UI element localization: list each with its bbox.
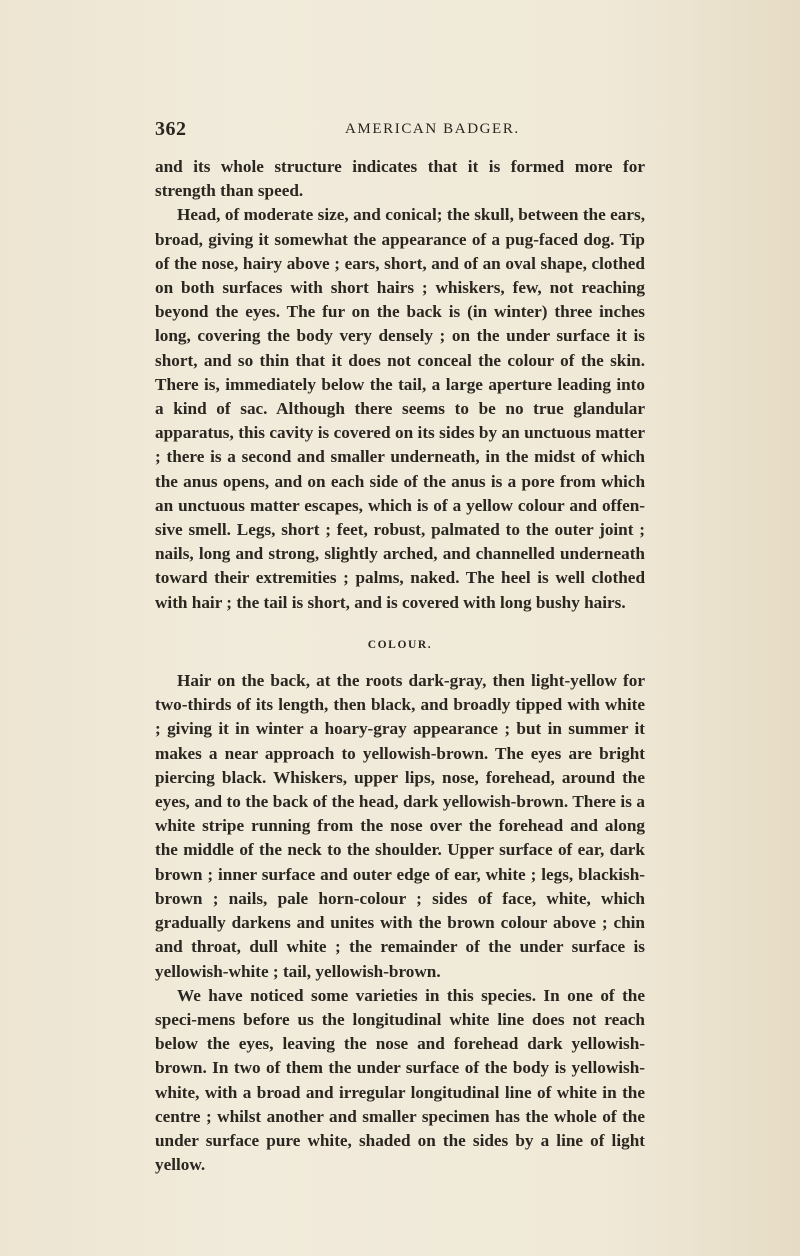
page-number: 362 xyxy=(155,118,187,140)
running-title: AMERICAN BADGER. xyxy=(345,121,520,137)
running-head xyxy=(155,118,647,140)
paragraph-description: Head, of moderate size, and conical; the skull, between the ears, broad, giving it somewhat the appearance of a pug-faced dog. Tip of the nose, hairy above ; ears, short, and of an oval shape, clothed on both surfaces with short hairs ; whiskers, few, not reaching beyond the eyes. The fur on the back is (in winter) three inches long, covering the body very densely ; on the under surface it is short, and so thin that it does not conceal the colour of the skin. There is, immediately below the tail, a large aperture leading into a kind of sac. Although there seems to be no true glandular apparatus, this cavity is covered on its sides by an unctuous matter ; there is a second and smaller underneath, in the midst of which the anus opens, and on each side of the anus is a pore from which an unctuous matter escapes, which is of a yellow colour and offen-sive smell. Legs, short ; feet, robust, palmated to the outer joint ; nails, long and strong, slightly arched, and channelled underneath toward their extremities ; palms, naked. The heel is well clothed with hair ; the tail is short, and is covered with long bushy hairs. xyxy=(155,205,645,612)
paragraph-colour: Hair on the back, at the roots dark-gray, then light-yellow for two-thirds of its length, then black, and broadly tipped with white ; giving it in winter a hoary-gray appearance ; but in summer it makes a near approach to yellowish-brown. The eyes are bright piercing black. Whiskers, upper lips, nose, forehead, around the eyes, and to the back of the head, dark yellowish-brown. There is a white stripe running from the nose over the forehead and along the middle of the neck to the shoulder. Upper surface of ear, dark brown ; inner surface and outer edge of ear, white ; legs, blackish-brown ; nails, pale horn-colour ; sides of face, white, which gradually darkens and unites with the brown colour above ; chin and throat, dull white ; the remainder of the under surface is yellowish-white ; tail, yellowish-brown. xyxy=(155,671,645,981)
paragraph-varieties: We have noticed some varieties in this species. In one of the speci-mens before us the longitudinal white line does not reach below the eyes, leaving the nose and forehead dark yellowish-brown. In two of them the under surface of the body is yellowish-white, with a broad and irregular longitudinal line of white in the centre ; whilst another and smaller specimen has the whole of the under surface pure white, shaded on the sides by a line of light yellow. xyxy=(155,985,645,1175)
section-heading-colour: COLOUR. xyxy=(367,638,433,651)
paragraph-continuation: and its whole structure indicates that it is formed more for strength than speed. xyxy=(155,157,645,201)
body-text xyxy=(155,155,645,1177)
